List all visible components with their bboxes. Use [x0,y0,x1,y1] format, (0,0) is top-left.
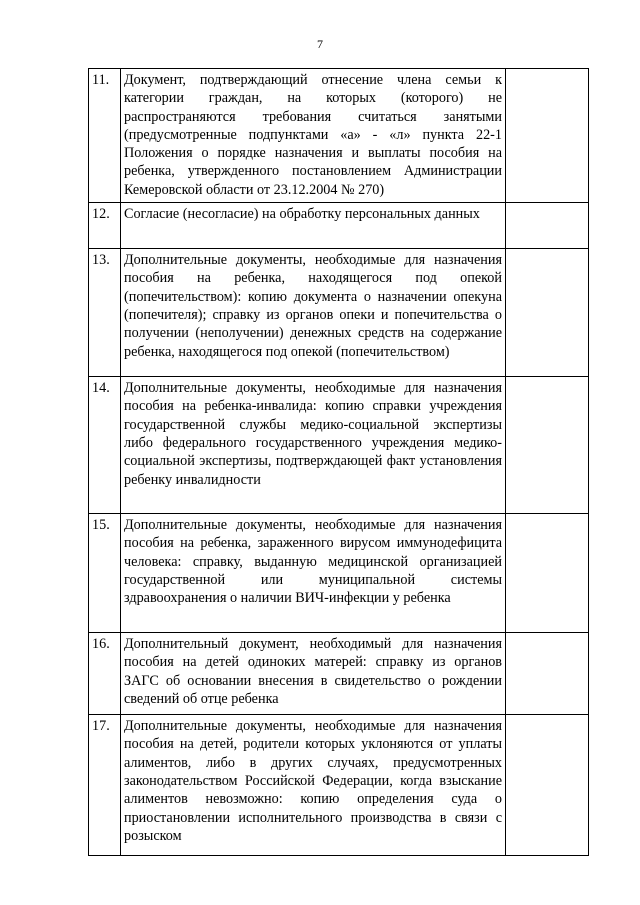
row-number: 14. [89,377,121,514]
row-description: Дополнительный документ, необходимый для назначения пособия на детей одиноких матерей: справку из органов ЗАГС об основании внесения в свидетельство о рождении сведений об отце ребенка [121,633,506,715]
table-row [89,715,589,856]
row-description: Дополнительные документы, необходимые для назначения пособия на ребенка, находящегося под опекой (попечительством): копию документа о назначении опекуна (попечителя); справку из органов опеки и попечительства о получении (неполучении) денежных средств на содержание ребенка, находящегося под опекой (попечительством) [121,249,506,377]
row-empty-cell [506,715,589,856]
row-number: 15. [89,514,121,633]
row-description: Дополнительные документы, необходимые для назначения пособия на детей, родители которых уклоняются от уплаты алиментов, либо в других случаях, предусмотренных законодательством Российской Федерации, когда взыскание алиментов невозможно: копию определения суда о приостановлении исполнительного производства в связи с розыском [121,715,506,856]
table-row [89,514,589,633]
table-row [89,377,589,514]
row-description: Дополнительные документы, необходимые для назначения пособия на ребенка, зараженного вирусом иммунодефицита человека: справку, выданную медицинской организацией государственной или муниципальной системы здравоохранения о наличии ВИЧ-инфекции у ребенка [121,514,506,633]
row-number: 12. [89,203,121,249]
row-number: 17. [89,715,121,856]
row-number: 13. [89,249,121,377]
documents-table [88,68,589,856]
row-empty-cell [506,514,589,633]
row-empty-cell [506,633,589,715]
table-row [89,203,589,249]
table-row [89,633,589,715]
row-description: Дополнительные документы, необходимые для назначения пособия на ребенка-инвалида: копию справки учреждения государственной службы медико-социальной экспертизы либо федерального государственного учреждения медико-социальной экспертизы, подтверждающей факт установления ребенку инвалидности [121,377,506,514]
row-empty-cell [506,69,589,203]
row-number: 16. [89,633,121,715]
row-description: Документ, подтверждающий отнесение члена семьи к категории граждан, на которых (которого) не распространяются требования считаться занятыми (предусмотренные подпунктами «а» - «л» пункта 22-1 Положения о порядке назначения и выплаты пособия на ребенка, утвержденного постановлением Администрации Кемеровской области от 23.12.2004 № 270) [121,69,506,203]
row-number: 11. [89,69,121,203]
row-empty-cell [506,203,589,249]
page-number: 7 [317,37,323,51]
table-row [89,69,589,203]
table-row [89,249,589,377]
row-empty-cell [506,249,589,377]
row-description: Согласие (несогласие) на обработку персональных данных [121,203,506,249]
row-empty-cell [506,377,589,514]
